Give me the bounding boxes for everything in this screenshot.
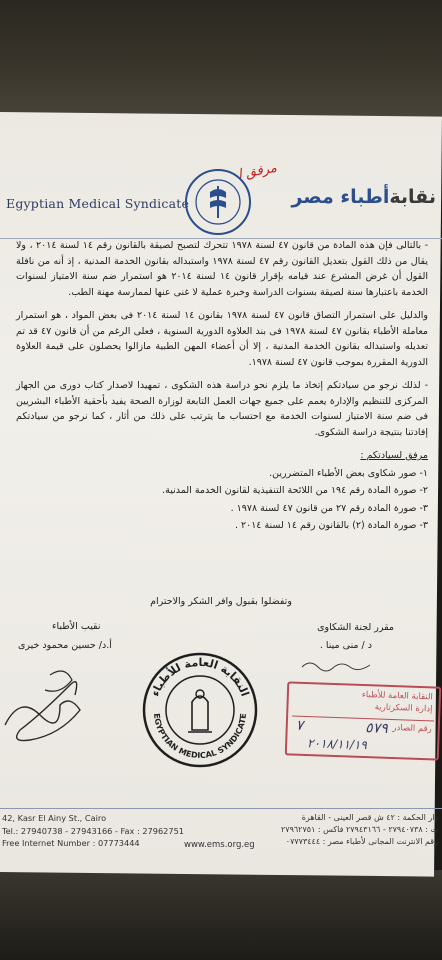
signature-left-title: نقيب الأطباء xyxy=(52,621,101,632)
footer-phone-en: Tel.: 27940738 - 27943166 - Fax : 27962751 xyxy=(2,825,185,836)
signature-scribble-right xyxy=(300,655,380,675)
footer-url: www.ems.org.eg xyxy=(184,840,255,850)
closing-line: وتفضلوا بقبول وافر الشكر والاحترام xyxy=(150,596,292,607)
handwritten-note: مرفق ا xyxy=(236,160,278,183)
signature-right-name: د / منى مينا . xyxy=(319,640,372,651)
stamp-line-2: إدارة السكرتارية xyxy=(374,702,433,715)
signature-scribble-left xyxy=(0,655,90,750)
footer-phone-ar: ت : ٢٧٩٤٠٧٣٨ - ٢٧٩٤٣١٦٦ فاكس : ٢٧٩٦٢٧٥١ xyxy=(280,825,438,834)
background-top xyxy=(0,0,442,120)
header-arabic-part2: أطباء مصر xyxy=(291,186,390,208)
signature-right-title: مقرر لجنة الشكاوى xyxy=(317,622,394,633)
header-arabic-name xyxy=(291,186,436,208)
footer-address-en: 42, Kasr El Ainy St., Cairo xyxy=(2,813,107,823)
footer-english xyxy=(2,812,184,850)
header-arabic-part1: نقابة xyxy=(389,186,436,208)
body-paragraph-1: - بالتالى فإن هذه المادة من قانون ٤٧ لسنة ١٩٧٨ تتحرك لتصبح لصيقة بالقانون رقم ١٤ لسنة ٢٠١٤ ، ولا يقال من ذلك القول بتعديل القانون رقم ٤٧ لسنة ١٩٧٨ واستبداله بقانون الخدمة المدنية ، إذ أنه من نافلة القول أن غرض المشرع عند قيامه بإقرار قانون ١٤ لسنة ٢٠١٤ هو استمرار ضم سنة الامتياز لسنوات الخدمة باعتبارها سنة لصيقة بسنوات الدراسة وخبرة عملية لا غنى عنها لممارسة مهنة الطب. xyxy=(16,240,429,298)
attachments-title: مرفق لسيادتكم : xyxy=(360,450,428,461)
registry-stamp xyxy=(285,681,441,760)
footer-internet-en: Free Internet Number : 07773444 xyxy=(2,838,140,848)
attachment-item-3: ٣- صورة المادة رقم ٢٧ من قانون ٤٧ لسنة ١٩٧٨ . xyxy=(230,502,428,514)
seal-arabic-text: النقابة العامة للأطباء xyxy=(148,655,252,699)
footer-divider xyxy=(0,808,442,809)
svg-text:EGYPTIAN MEDICAL SYNDICATE xyxy=(152,713,248,760)
signature-left-name: أ.د/ حسين محمود خيرى xyxy=(18,640,112,651)
stamp-date: ٢٠١٨/١١/١٩ xyxy=(306,736,368,753)
background-bottom xyxy=(0,870,442,960)
svg-text:النقابة العامة للأطباء xyxy=(148,656,251,698)
body-paragraph-3: - لذلك نرجو من سيادتكم إتخاذ ما يلزم نحو دراسة هذه الشكوى ، تمهيدا لاصدار كتاب دورى من الجهاز المركزى للتنظيم والإدارة يعمم على جميع جهات العمل التابعة لوزارة الصحة يفيد بأحقية الأطباء البشريين فى ضم سنة الامتياز لسنوات الخدمة مع احتساب ما يترتب على ذلك من أثار ، كما نرجو من سيادتكم إفادتنا بنتيجة دراسة الشكوى. xyxy=(16,380,428,438)
footer-address-ar: دار الحكمة : ٤٢ ش قصر العينى - القاهرة xyxy=(301,813,438,822)
attachment-item-2: ٢- صورة المادة رقم ١٩٤ من اللائحة التنفيذية لقانون الخدمة المدنية. xyxy=(162,485,428,496)
footer-internet-ar: رقم الانترنت المجانى لأطباء مصر : ٠٧٧٧٣٤٤٤ xyxy=(285,837,438,846)
stamp-registry-label: رقم الصادر xyxy=(392,723,432,735)
attachment-item-1: ١- صور شكاوى بعض الأطباء المتضررين. xyxy=(269,467,428,479)
syndicate-seal xyxy=(140,650,260,770)
stamp-number: ٥٧٩ xyxy=(364,720,389,737)
footer-arabic xyxy=(281,812,438,848)
stamp-line-1: النقابة العامة للأطباء xyxy=(361,689,434,703)
attachment-item-4: ٣- صورة المادة (٢) بالقانون رقم ١٤ لسنة ٢٠١٤ . xyxy=(234,520,428,531)
body-paragraph-2: والدليل على استمرار التصاق قانون ٤٧ لسنة ١٩٧٨ بقانون ١٤ لسنة ٢٠١٤ فى بعض المواد ، هو استمرار معاملة الأطباء بقانون ٤٧ لسنة ١٩٧٨ فى بند العلاوة الدورية السنوية ، فعلى الرغم من أن قانون ٤٧ قد تم تعديله واستبداله بقانون الخدمة المدنية ، إلا أن أعضاء المهن الطبية مازالوا يحصلون على قيمة العلاوة الدورية المقررة بموجب قانون ٤٧ لسنة ١٩٧٨. xyxy=(16,310,429,368)
header-english-name: Egyptian Medical Syndicate xyxy=(6,196,190,211)
stamp-divider xyxy=(292,716,434,722)
stamp-seven: ٧ xyxy=(295,717,304,734)
letter-body xyxy=(16,238,428,536)
seal-english-text: EGYPTIAN MEDICAL SYNDICATE xyxy=(151,712,249,761)
